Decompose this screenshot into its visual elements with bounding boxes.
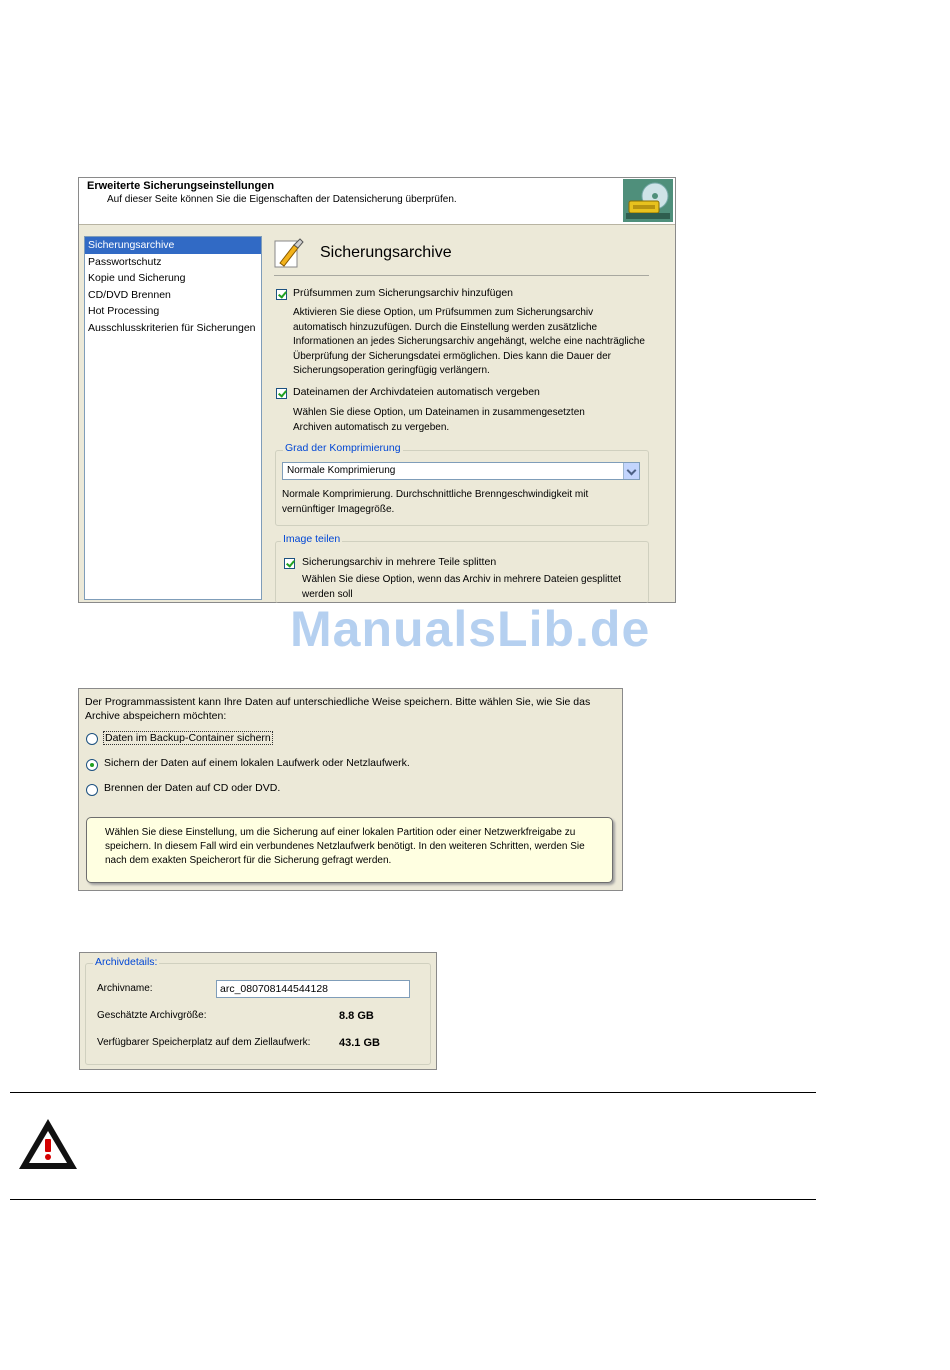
free-space-value: 43.1 GB — [339, 1037, 380, 1049]
estimated-size-value: 8.8 GB — [339, 1010, 374, 1022]
archive-details-panel — [79, 952, 437, 1070]
pane-title-divider — [274, 275, 649, 276]
dialog-header-title: Erweiterte Sicherungseinstellungen — [87, 180, 275, 192]
auto-filename-label: Dateinamen der Archivdateien automatisch vergeben — [293, 386, 540, 398]
split-image-group-title: Image teilen — [283, 533, 341, 545]
chevron-down-icon[interactable] — [623, 463, 639, 479]
dialog-header — [79, 178, 675, 225]
checksum-description: Aktivieren Sie diese Option, um Prüfsummen zum Sicherungsarchiv automatisch hinzuzufügen. Durch die Einstellung werden zusätzliche Informationen an jedes Sicherungsarchiv angehängt, welche eine nachträgliche Überprüfung der Sicherungsdatei ermöglichen. Dies kann die Dauer der Sicherungsoperation geringfügig verlängern. — [293, 307, 645, 376]
radio-local-network-drive[interactable] — [86, 759, 98, 771]
radio-burn-cd-dvd[interactable] — [86, 784, 98, 796]
archive-name-label: Archivname: — [97, 983, 153, 994]
archive-name-input[interactable]: arc_080708144544128 — [216, 980, 410, 998]
advanced-backup-settings-dialog — [78, 177, 676, 603]
split-archive-checkbox[interactable] — [284, 558, 295, 569]
free-space-label: Verfügbarer Speicherplatz auf dem Ziellaufwerk: — [97, 1037, 311, 1048]
settings-category-list[interactable] — [84, 236, 262, 600]
compression-group-title: Grad der Komprimierung — [285, 442, 401, 454]
nav-item-ausschlusskriterien[interactable]: Ausschlusskriterien für Sicherungen — [88, 321, 256, 334]
checksum-checkbox[interactable] — [276, 289, 287, 300]
pane-title: Sicherungsarchive — [320, 244, 452, 261]
hint-box — [86, 817, 613, 883]
warning-icon — [17, 1117, 79, 1171]
compression-description: Normale Komprimierung. Durchschnittliche Brenngeschwindigkeit mit vernünftiger Imagegröße. — [282, 489, 589, 515]
nav-item-hot-processing[interactable]: Hot Processing — [88, 305, 160, 317]
backup-disk-icon — [623, 179, 673, 222]
watermark: ManualsLib.de — [290, 601, 651, 657]
radio-backup-container[interactable] — [86, 733, 98, 745]
archive-details-title: Archivdetails: — [95, 956, 158, 968]
option-backup-container-label[interactable]: Daten im Backup-Container sichern — [105, 732, 271, 744]
storage-choice-dialog — [78, 688, 623, 891]
dialog-header-subtitle: Auf dieser Seite können Sie die Eigenschaften der Datensicherung überprüfen. — [107, 194, 457, 205]
nav-item-cd-dvd-brennen[interactable]: CD/DVD Brennen — [88, 288, 171, 301]
option-burn-cd-dvd-label[interactable]: Brennen der Daten auf CD oder DVD. — [104, 782, 281, 794]
settings-tool-icon — [274, 237, 304, 269]
checksum-label: Prüfsummen zum Sicherungsarchiv hinzufügen — [293, 287, 514, 299]
estimated-size-label: Geschätzte Archivgröße: — [97, 1010, 207, 1021]
nav-item-kopie-und-sicherung[interactable]: Kopie und Sicherung — [88, 272, 186, 284]
storage-intro-text: Der Programmassistent kann Ihre Daten auf unterschiedliche Weise speichern. Bitte wählen Sie, wie Sie das Archive abspeichern möchten: — [85, 696, 591, 722]
nav-item-passwortschutz[interactable]: Passwortschutz — [88, 255, 162, 268]
auto-filename-checkbox[interactable] — [276, 388, 287, 399]
split-archive-description: Wählen Sie diese Option, wenn das Archiv in mehrere Dateien gesplittet werden soll — [302, 574, 622, 600]
option-local-network-drive-label[interactable]: Sichern der Daten auf einem lokalen Laufwerk oder Netzlaufwerk. — [104, 757, 410, 769]
compression-select[interactable] — [282, 462, 640, 480]
compression-select-value: Normale Komprimierung — [287, 465, 396, 476]
split-archive-label: Sicherungsarchiv in mehrere Teile splitten — [302, 556, 497, 568]
note-top-rule — [10, 1092, 816, 1093]
note-bottom-rule — [10, 1199, 816, 1200]
nav-item-sicherungsarchive[interactable]: Sicherungsarchive — [85, 237, 261, 254]
hint-text: Wählen Sie diese Einstellung, um die Sicherung auf einer lokalen Partition oder einer Netzwerkfreigabe zu speichern. In diesem Fall wird ein verbundenes Netzlaufwerk benötigt. In den weiteren Schritten, werden Sie nach dem exakten Speicherort für die Sicherung gefragt werden. — [105, 827, 585, 866]
auto-filename-description: Wählen Sie diese Option, um Dateinamen in zusammengesetzten Archiven automatisch zu vergeben. — [293, 407, 585, 433]
